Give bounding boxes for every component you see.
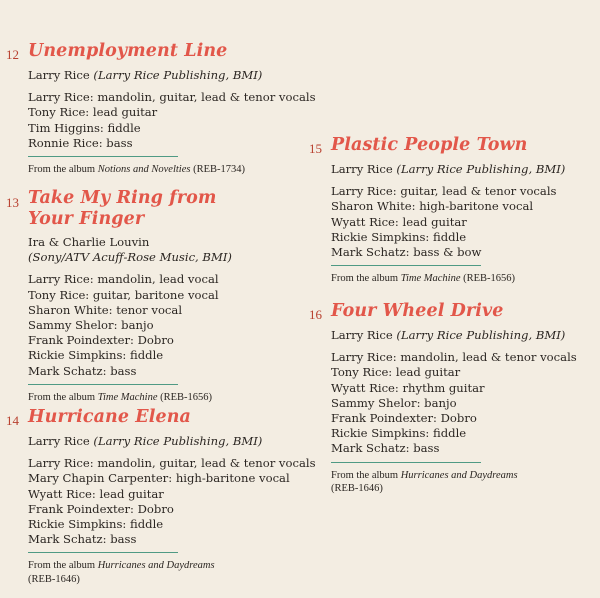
track-title: Four Wheel Drive xyxy=(331,301,504,321)
from-prefix: From the album xyxy=(331,273,399,285)
track-number: 16 xyxy=(309,307,322,322)
track-number: 15 xyxy=(309,141,322,156)
musician: Frank Poindexter: Dobro xyxy=(28,501,174,516)
musician-list xyxy=(331,350,597,456)
musician: Tony Rice: guitar, baritone vocal xyxy=(28,287,219,302)
musician-list xyxy=(28,272,306,378)
album-source xyxy=(331,469,597,496)
musician: Mary Chapin Carpenter: high-baritone vocal xyxy=(28,471,290,486)
catalog-number: (REB-1656) xyxy=(160,391,213,403)
musician: Frank Poindexter: Dobro xyxy=(28,333,174,348)
track-title xyxy=(28,188,217,230)
musician: Rickie Simpkins: fiddle xyxy=(331,229,467,244)
track-13 xyxy=(6,188,306,404)
track-14 xyxy=(6,406,316,586)
writer: Larry Rice xyxy=(28,68,90,82)
divider-rule xyxy=(28,384,178,385)
track-number: 14 xyxy=(6,413,19,428)
musician-list xyxy=(28,90,316,151)
musician: Sammy Shelor: banjo xyxy=(28,318,154,333)
writer: Ira & Charlie Louvin xyxy=(28,235,150,249)
musician: Frank Poindexter: Dobro xyxy=(331,411,477,426)
from-prefix: From the album xyxy=(28,164,96,176)
writer: Larry Rice xyxy=(28,434,90,448)
publisher: (Larry Rice Publishing, BMI) xyxy=(396,162,566,176)
track-header xyxy=(6,406,306,430)
writer: Larry Rice xyxy=(331,162,393,176)
musician: Ronnie Rice: bass xyxy=(28,135,133,150)
track-header xyxy=(6,188,306,232)
track-title: Unemployment Line xyxy=(28,41,228,61)
musician: Larry Rice: mandolin, guitar, lead & tenor vocals xyxy=(28,456,316,471)
publisher: (Larry Rice Publishing, BMI) xyxy=(93,68,263,82)
catalog-number: (REB-1656) xyxy=(463,273,516,285)
from-prefix: From the album xyxy=(28,391,96,403)
divider-rule xyxy=(331,462,481,463)
musician: Tony Rice: lead guitar xyxy=(28,105,158,120)
musician-list xyxy=(28,456,316,547)
publisher: (Sony/ATV Acuff-Rose Music, BMI) xyxy=(28,250,232,265)
musician: Mark Schatz: bass & bow xyxy=(331,245,482,260)
track-header xyxy=(309,134,597,158)
album-title: Time Machine xyxy=(97,391,158,403)
songwriter-credit xyxy=(28,235,306,265)
from-prefix: From the album xyxy=(331,469,399,481)
musician: Wyatt Rice: lead guitar xyxy=(28,486,164,501)
catalog-number: (REB-1734) xyxy=(193,164,245,176)
title-line: Your Finger xyxy=(28,209,145,229)
track-title: Plastic People Town xyxy=(331,135,528,155)
divider-rule xyxy=(331,265,481,266)
musician: Sharon White: high-baritone vocal xyxy=(331,199,534,214)
publisher: (Larry Rice Publishing, BMI) xyxy=(93,434,263,448)
track-16 xyxy=(309,300,597,496)
musician: Mark Schatz: bass xyxy=(28,363,137,378)
publisher: (Larry Rice Publishing, BMI) xyxy=(396,328,566,342)
album-title: Hurricanes and Daydreams xyxy=(400,469,518,481)
songwriter-credit xyxy=(28,434,306,449)
track-15 xyxy=(309,134,597,286)
track-number: 13 xyxy=(6,195,19,210)
musician: Larry Rice: mandolin, lead vocal xyxy=(28,272,219,287)
divider-rule xyxy=(28,156,178,157)
catalog-number: (REB-1646) xyxy=(331,483,383,495)
musician: Tony Rice: lead guitar xyxy=(331,365,461,380)
musician: Larry Rice: mandolin, lead & tenor vocals xyxy=(331,350,577,365)
album-source xyxy=(28,163,306,177)
divider-rule xyxy=(28,552,178,553)
album-source xyxy=(331,272,597,286)
musician: Sharon White: tenor vocal xyxy=(28,302,183,317)
musician-list xyxy=(331,184,597,260)
album-source xyxy=(28,391,306,405)
track-header xyxy=(6,40,306,64)
songwriter-credit xyxy=(331,162,597,177)
track-header xyxy=(309,300,597,324)
album-source xyxy=(28,559,306,586)
title-line: Take My Ring from xyxy=(28,188,217,208)
track-number: 12 xyxy=(6,47,19,62)
album-title: Time Machine xyxy=(400,273,461,285)
album-title: Hurricanes and Daydreams xyxy=(97,560,215,572)
musician: Larry Rice: guitar, lead & tenor vocals xyxy=(331,184,557,199)
musician: Mark Schatz: bass xyxy=(28,532,137,547)
track-title: Hurricane Elena xyxy=(28,407,191,427)
musician: Rickie Simpkins: fiddle xyxy=(28,348,164,363)
musician: Sammy Shelor: banjo xyxy=(331,395,457,410)
album-title: Notions and Novelties xyxy=(97,164,191,176)
musician: Rickie Simpkins: fiddle xyxy=(28,517,164,532)
musician: Wyatt Rice: rhythm guitar xyxy=(331,380,485,395)
musician: Mark Schatz: bass xyxy=(331,441,440,456)
musician: Wyatt Rice: lead guitar xyxy=(331,214,467,229)
catalog-number: (REB-1646) xyxy=(28,573,80,585)
from-prefix: From the album xyxy=(28,560,96,572)
songwriter-credit xyxy=(28,68,306,83)
songwriter-credit xyxy=(331,328,597,343)
musician: Larry Rice: mandolin, guitar, lead & tenor vocals xyxy=(28,90,316,105)
musician: Rickie Simpkins: fiddle xyxy=(331,426,467,441)
musician: Tim Higgins: fiddle xyxy=(28,120,141,135)
writer: Larry Rice xyxy=(331,328,393,342)
